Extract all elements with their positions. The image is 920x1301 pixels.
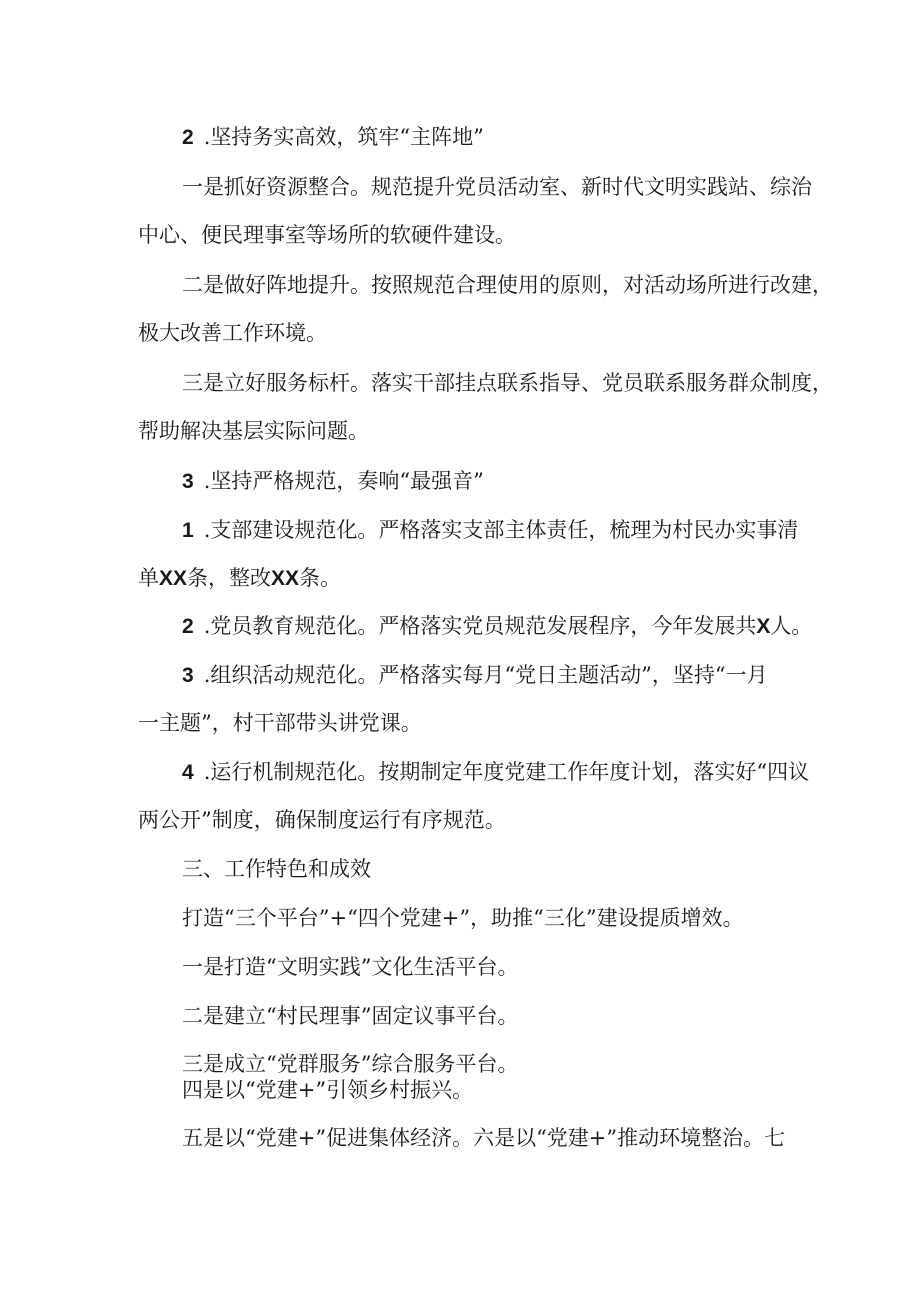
list-item-c: 三是成立“党群服务”综合服务平台。 [182, 1052, 519, 1076]
intro-paragraph: 打造“三个平台”+“四个党建+”，助推“三化”建设提质增效。 [182, 906, 744, 930]
paragraph-service-line-1: 三是立好服务标杆。落实干部挂点联系指导、党员联系服务群众制度， [182, 371, 833, 395]
item-text: .运行机制规范化。按期制定年度党建工作年度计划，落实好“四议 [203, 760, 810, 784]
item-2-line-1 [182, 612, 812, 641]
list-item-b: 二是建立“村民理事”固定议事平台。 [182, 1004, 519, 1028]
placeholder-xx: XX [271, 567, 300, 590]
paragraph-position-line-2: 极大改善工作环境。 [138, 321, 327, 345]
list-item-e: 五是以“党建+”促进集体经济。六是以“党建+”推动环境整治。七 [182, 1126, 786, 1150]
list-item-a: 一是打造“文明实践”文化生活平台。 [182, 955, 519, 979]
item-text: 单 [138, 566, 159, 590]
paragraph-service-line-2: 帮助解决基层实际问题。 [138, 419, 369, 443]
placeholder-xx: XX [159, 567, 188, 590]
item-1-line-1 [182, 516, 798, 545]
section-number: 3 [182, 470, 194, 493]
item-4-line-1 [182, 758, 809, 787]
item-number: 3 [182, 664, 194, 687]
list-item-d: 四是以“党建+”引领乡村振兴。 [182, 1078, 474, 1102]
paragraph-position-line-1: 二是做好阵地提升。按照规范合理使用的原则，对活动场所进行改建， [182, 273, 833, 297]
item-text: 人。 [770, 614, 813, 638]
item-1-line-2 [138, 564, 341, 593]
section-title: .坚持务实高效，筑牢“主阵地” [203, 125, 484, 149]
item-text: 条，整改 [187, 566, 272, 590]
placeholder-x: X [756, 615, 771, 638]
item-text: .支部建设规范化。严格落实支部主体责任，梳理为村民办实事清 [203, 518, 799, 542]
paragraph-resource-line-1: 一是抓好资源整合。规范提升党员活动室、新时代文明实践站、综治 [182, 175, 812, 199]
item-number: 4 [182, 761, 194, 784]
item-number: 1 [182, 519, 194, 542]
section-title: .坚持严格规范，奏响“最强音” [203, 469, 484, 493]
section-heading-3 [182, 467, 484, 496]
item-3-line-1 [182, 661, 768, 690]
paragraph-resource-line-2: 中心、便民理事室等场所的软硬件建设。 [138, 223, 516, 247]
heading-work-features: 三、工作特色和成效 [182, 857, 371, 881]
item-text: .组织活动规范化。严格落实每月“党日主题活动”，坚持“一月 [203, 663, 768, 687]
item-3-line-2: 一主题”，村干部带头讲党课。 [138, 711, 422, 735]
item-4-line-2: 两公开”制度，确保制度运行有序规范。 [138, 808, 506, 832]
item-text: .党员教育规范化。严格落实党员规范发展程序，今年发展共 [203, 614, 757, 638]
item-text: 条。 [299, 566, 342, 590]
section-heading-2 [182, 123, 484, 152]
item-number: 2 [182, 615, 194, 638]
section-number: 2 [182, 126, 194, 149]
